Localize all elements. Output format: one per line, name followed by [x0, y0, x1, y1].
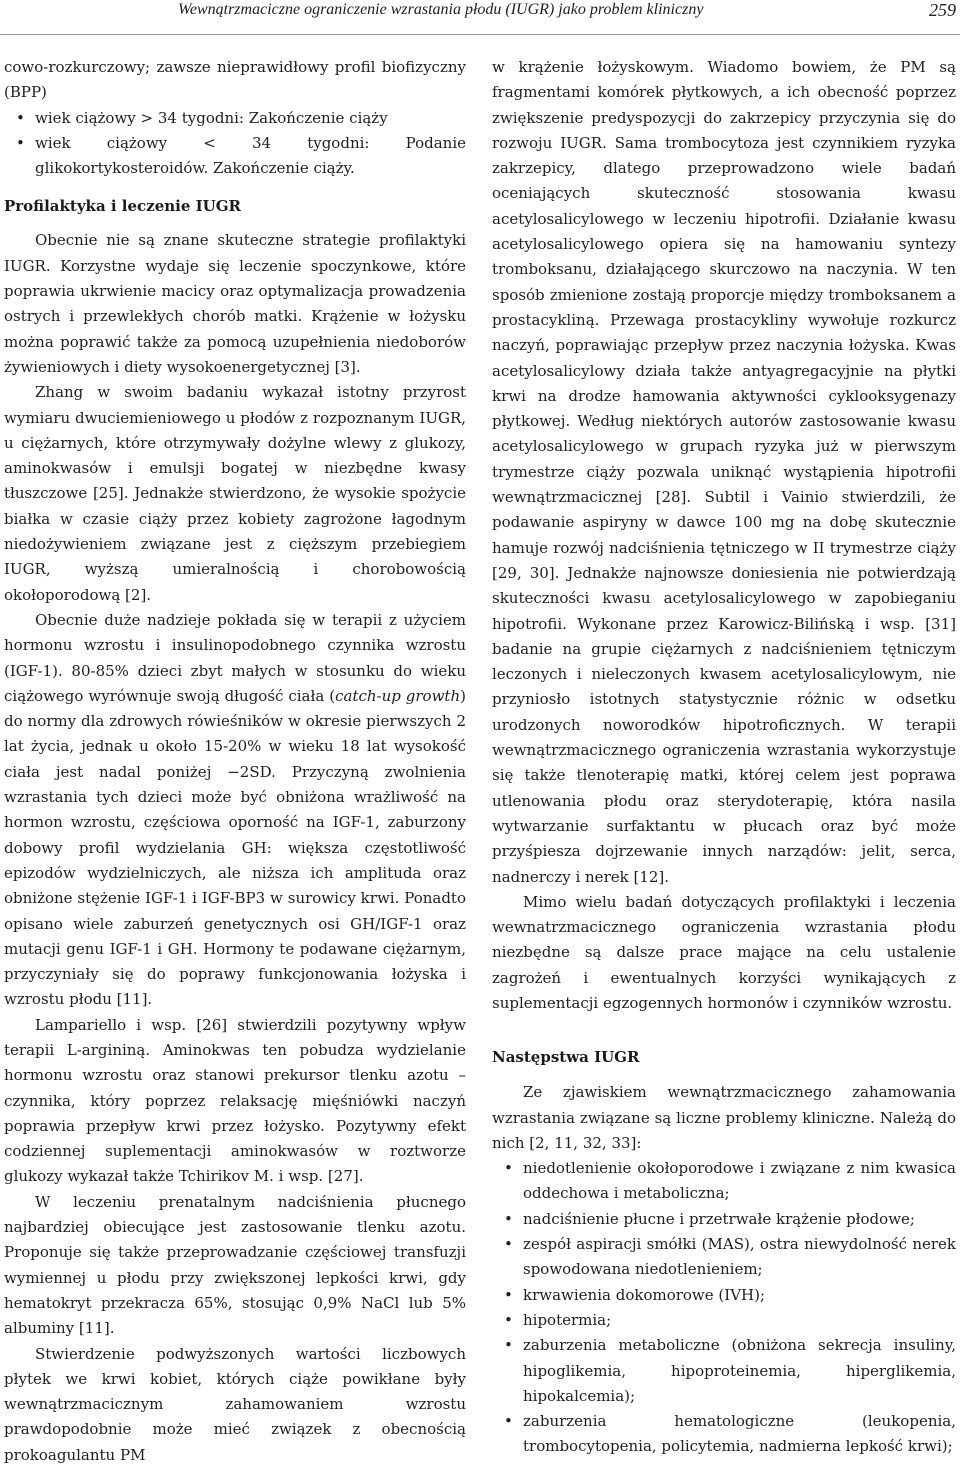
section-heading-consequences: Następstwa IUGR: [492, 1048, 640, 1067]
list-item: [492, 1207, 956, 1232]
list-item-text: wiek ciążowy < 34 tygodni: Podanie glikokortykosteroidów. Zakończenie ciąży.: [35, 133, 466, 178]
section-heading-prophylaxis: Profilaktyka i leczenie IUGR: [4, 197, 241, 216]
paragraph: Lampariello i wsp. [26] stwierdzili pozytywny wpływ terapii L-argininą. Aminokwas ten pobudza wydzielanie hormonu wzrostu oraz stanowi prekursor tlenku azotu – czynnika, który poprzez relaksację mięśniówki naczyń poprawia przepływ krwi przez łożysko. Pozytywny efekt codziennej suplementacji aminokwasów w roztworze glukozy wykazał także Tchirikov M. i wsp. [27].: [4, 1015, 466, 1186]
bullet-icon: •: [504, 1285, 513, 1304]
left-bullet-list: [4, 106, 466, 182]
page-number: 259: [929, 0, 956, 20]
bullet-icon: •: [504, 1336, 513, 1355]
list-item: [492, 1232, 956, 1283]
list-item: [4, 131, 466, 182]
bullet-icon: •: [16, 108, 25, 127]
list-item: [492, 1308, 956, 1333]
list-item: [492, 1283, 956, 1308]
bullet-icon: •: [504, 1310, 513, 1329]
list-item: [4, 106, 466, 131]
left-intro-text: cowo-rozkurczowy; zawsze nieprawidłowy profil biofizyczny (BPP): [4, 58, 466, 102]
paragraph: Mimo wielu badań dotyczących profilaktyki i leczenia wewnatrzmacicznego ograniczenia wzrastania płodu niezbędne są dalsze prace mające na celu ustalenie zagrożeń i ewentualnych korzyści wynikających z suplementacji egzogennych hormonów i czynników wzrostu.: [492, 892, 956, 1012]
right-bullet-list: [492, 1156, 956, 1460]
paragraph-text: Obecnie duże nadzieje pokłada się w terapii z użyciem hormonu wzrostu i insulinopodobnego czynnika wzrostu (IGF-1). 80-85% dzieci zbyt małych w stosunku do wieku ciążowego wyrównuje swoją długość ciała (: [4, 610, 466, 705]
bullet-icon: •: [504, 1159, 513, 1178]
list-item-text: krwawienia dokomorowe (IVH);: [523, 1285, 766, 1304]
paragraph: Stwierdzenie podwyższonych wartości liczbowych płytek we krwi kobiet, których ciąże powikłane były wewnątrzmacicznym zahamowaniem wzrostu prawdopodobnie może mieć związek z obecnością prokoagulantu PM: [4, 1344, 466, 1464]
paragraph: w krążenie łożyskowym. Wiadomo bowiem, że PM są fragmentami komórek płytkowych, a ich obecność poprzez zwiększenie predyspozycji do zakrzepicy przyczynia się do rozwoju IUGR. Sama trombocytoza jest czynnikiem ryzyka zakrzepicy, dlatego przeprowadzono wiele badań oceniających skuteczność stosowania kwasu acetylosalicylowego w leczeniu hipotrofii. Działanie kwasu acetylosalicylowego opiera się na hamowaniu syntezy tromboksanu, działającego skurczowo na naczynia. W ten sposób zmienione zostają proporcje między tromboksanem a prostacykliną. Przewaga prostacykliny wywołuje rozkurcz naczyń, poprawiając przepływ przez naczynia łożyska. Kwas acetylosalicylowy działa także antyagregacyjnie na płytki krwi na drodze hamowania aktywności cyklooksygenazy płytkowej. Według niektórych autorów zastosowanie kwasu acetylosalicylowego w grupach ryzyka już w pierwszym trymestrze ciąży pozwala uniknąć wystąpienia hipotrofii wewnątrzmacicznej [28]. Subtil i Vainio stwierdzili, że podawanie aspiryny w dawce 100 mg na dobę skutecznie hamuje rozwój nadciśnienia tętniczego w II trymestrze ciąży [29, 30]. Jednakże najnowsze doniesienia nie potwierdzają skuteczności kwasu acetylosalicylowego w zapobieganiu hipotrofii. Wykonane przez Karowicz-Bilińską i wsp. [31] badanie na grupie ciężarnych z nadciśnieniem tętniczym leczonych i nieleczonych kwasem acetylosalicylowym, nie przyniosło istotnych statystycznie różnic w odsetku urodzonych noworodków hipotroficznych. W terapii wewnątrzmacicznego ograniczenia wzrastania wykorzystuje się także tlenoterapię matki, której celem jest poprawa utlenowania płodu oraz sterydoterapię, która nasila wytwarzanie surfaktantu w płucach oraz być może przyśpiesza dojrzewanie innych narządów: jelit, serca, nadnerczy i nerek [12].: [492, 58, 956, 886]
running-header: [0, 0, 960, 35]
italic-term: catch-up growth: [335, 686, 461, 705]
list-item: [492, 1333, 956, 1409]
list-item-text: niedotlenienie okołoporodowe i związane z nim kwasica oddechowa i metaboliczna;: [523, 1159, 956, 1203]
paragraph: W leczeniu prenatalnym nadciśnienia płucnego najbardziej obiecujące jest zastosowanie tlenku azotu. Proponuje się także przeprowadzanie częściowej transfuzji wymiennej u płodu przy zwiększonej lepkości krwi, gdy hematokryt przekracza 65%, stosując 0,9% NaCl lub 5% albuminy [11].: [4, 1192, 466, 1338]
left-column: [4, 55, 466, 1468]
paragraph-text: ) do normy dla zdrowych rówieśników w okresie pierwszych 2 lat życia, jednak u około 15-20% w wieku 18 lat wysokość ciała jest nadal poniżej −2SD. Przyczyną zwolnienia wzrastania tych dzieci może być obniżona wrażliwość na hormon wzrostu, częściowa oporność na IGF-1, zaburzony dobowy profil wydzielania GH: większa częstotliwość epizodów wydzielniczych, ale niższa ich amplituda oraz obniżone stężenie IGF-1 i IGF-BP3 w surowicy krwi. Ponadto opisano wiele zaburzeń genetycznych osi GH/IGF-1 oraz mutacji genu IGF-1 i GH. Hormony te podawane ciężarnym, przyczyniały się do poprawy funkcjonowania łożyska i wzrostu płodu [11].: [4, 686, 466, 1009]
running-title: Wewnątrzmaciczne ograniczenie wzrastania płodu (IUGR) jako problem kliniczny: [178, 1, 704, 18]
bullet-icon: •: [504, 1412, 513, 1431]
bullet-icon: •: [504, 1235, 513, 1254]
paragraph: Obecnie nie są znane skuteczne strategie profilaktyki IUGR. Korzystne wydaje się leczenie spoczynkowe, które poprawia ukrwienie macicy oraz optymalizacja prowadzenia ostrych i przewlekłych chorób matki. Krążenie w łożysku można poprawić także za pomocą uzupełnienia niedoborów żywieniowych i diety wysokoenergetycznej [3].: [4, 231, 466, 376]
list-item-text: zespół aspiracji smółki (MAS), ostra niewydolność nerek spowodowana niedotlenieniem;: [523, 1235, 956, 1279]
list-item: [492, 1156, 956, 1207]
list-item-text: wiek ciążowy > 34 tygodni: Zakończenie ciąży: [35, 108, 388, 127]
list-item-text: hipotermia;: [523, 1310, 612, 1329]
list-item-text: zaburzenia hematologiczne (leukopenia, trombocytopenia, policytemia, nadmierna lepkość krwi);: [523, 1412, 956, 1456]
bullet-icon: •: [16, 133, 25, 152]
bullet-icon: •: [504, 1209, 513, 1228]
paragraph: [4, 608, 466, 1013]
paragraph: Ze zjawiskiem wewnątrzmacicznego zahamowania wzrastania związane są liczne problemy kliniczne. Należą do nich [2, 11, 32, 33]:: [492, 1083, 956, 1152]
list-item-text: zaburzenia metaboliczne (obniżona sekrecja insuliny, hipoglikemia, hipoproteinemia, hiperglikemia, hipokalcemia);: [523, 1336, 956, 1405]
right-column: [492, 55, 956, 1460]
list-item: [492, 1409, 956, 1460]
list-item-text: nadciśnienie płucne i przetrwałe krążenie płodowe;: [523, 1209, 915, 1228]
paragraph: Zhang w swoim badaniu wykazał istotny przyrost wymiaru dwuciemieniowego u płodów z rozpoznanym IUGR, u ciężarnych, które otrzymywały dożylne wlewy z glukozy, aminokwasów i emulsji bogatej w niezbędne kwasy tłuszczowe [25]. Jednakże stwierdzono, że wysokie spożycie białka w czasie ciąży przez kobiety zagrożone łagodnym niedożywieniem związane jest z cięższym przebiegiem IUGR, wyższą umieralnością i chorobowością okołoporodową [2].: [4, 383, 466, 604]
